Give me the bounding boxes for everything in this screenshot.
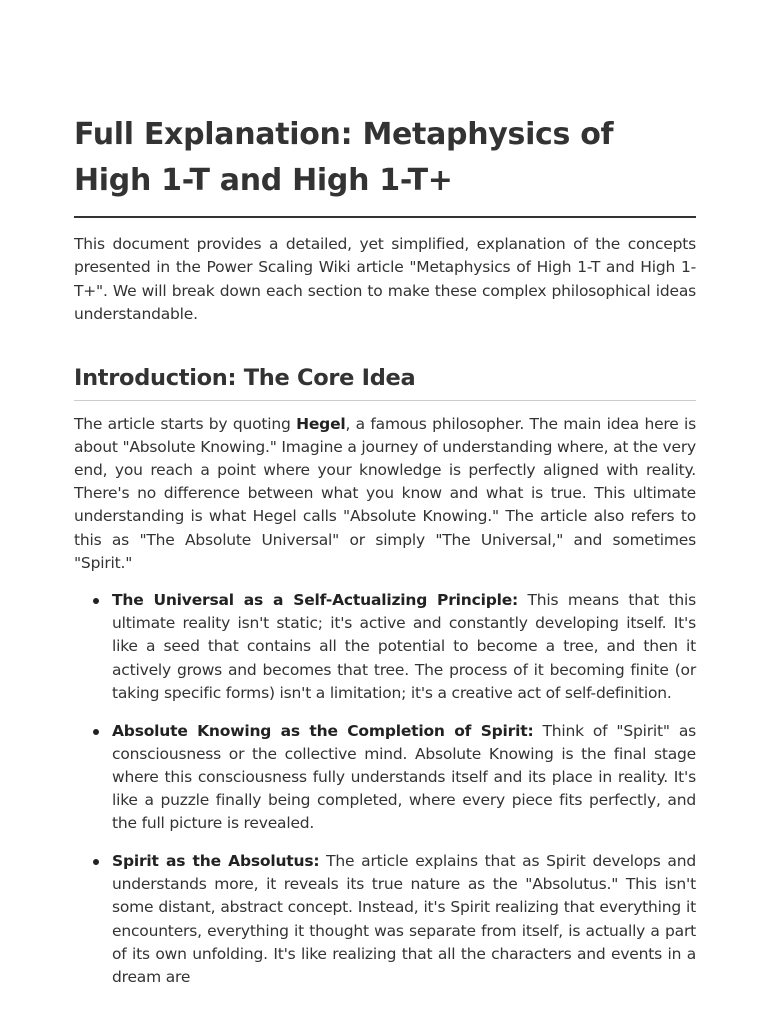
- document-title: Full Explanation: Metaphysics of High 1-T and High 1-T+: [74, 112, 696, 218]
- bullet-text: The article explains that as Spirit develops and understands more, it reveals its true nature as the "Absolutus." This isn't some distant, abstract concept. Instead, it's Spirit realizing that everything it encounters, everything it thought was separate from itself, is actually a part of its own unfolding. It's like realizing that all the characters and events in a dream are: [112, 852, 696, 987]
- bullet-dot-icon: [93, 598, 99, 604]
- bullet-term: Spirit as the Absolutus:: [112, 852, 320, 871]
- bullet-list: [74, 589, 696, 989]
- bullet-term: The Universal as a Self-Actualizing Principle:: [112, 591, 519, 610]
- bullet-term: Absolute Knowing as the Completion of Spirit:: [112, 721, 534, 740]
- document-page: [74, 112, 696, 1004]
- bullet-text: This means that this ultimate reality isn't static; it's active and constantly developing itself. It's like a seed that contains all the potential to become a tree, and then it actively grows and becomes that tree. The process of it becoming finite (or taking specific forms) isn't a limitation; it's a creative act of self-definition.: [112, 591, 696, 702]
- section-paragraph-end: , a famous philosopher. The main idea here is about "Absolute Knowing." Imagine a journey of understanding where, at the very end, you reach a point where your knowledge is perfectly aligned with reality. There's no difference between what you know and what is true. This ultimate understanding is what Hegel calls "Absolute Knowing." The article also refers to this as "The Absolute Universal" or simply "The Universal," and sometimes "Spirit.": [74, 414, 697, 572]
- hegel-bold: Hegel: [296, 414, 346, 433]
- section-heading: Introduction: The Core Idea: [74, 362, 696, 401]
- intro-paragraph: This document provides a detailed, yet simplified, explanation of the concepts presented in the Power Scaling Wiki article "Metaphysics of High 1-T and High 1-T+". We will break down each section to make these complex philosophical ideas understandable.: [74, 235, 696, 324]
- bullet-text: Think of "Spirit" as consciousness or the collective mind. Absolute Knowing is the final stage where this consciousness fully understands itself and its place in reality. It's like a puzzle finally being completed, where every piece fits perfectly, and the full picture is revealed.: [112, 721, 697, 833]
- bullet-item: [112, 720, 696, 836]
- section-paragraph-start: The article starts by quoting: [74, 414, 297, 433]
- bullet-dot-icon: [93, 859, 99, 865]
- bullet-dot-icon: [93, 729, 99, 735]
- section-paragraph: [74, 413, 696, 575]
- bullet-item: [112, 589, 696, 705]
- bullet-item: [112, 850, 696, 989]
